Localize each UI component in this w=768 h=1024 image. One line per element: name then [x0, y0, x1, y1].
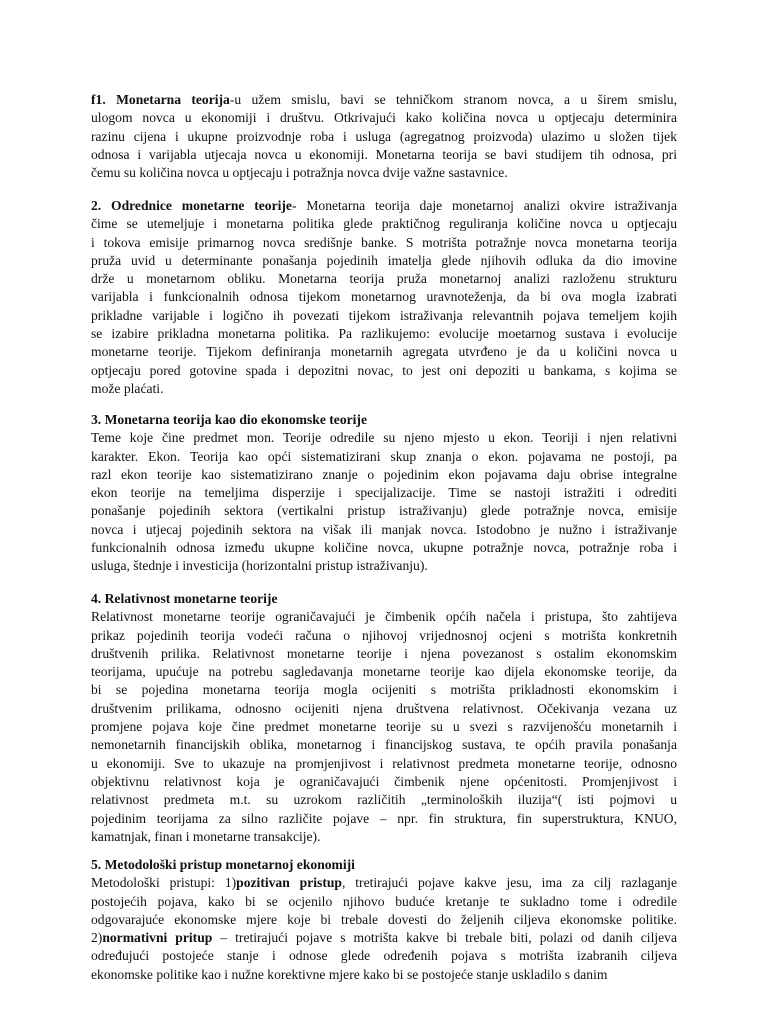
paragraph-line: [91, 380, 677, 398]
text-run: razinu cijena i ukupne proizvodnje roba i usluga (agregatnog proizvoda) ulazimo u složen tijek: [91, 128, 677, 144]
text-run: ekon teorije na temeljima disperzije i specijalizacije. Time se nastoji istražiti i odrediti: [91, 485, 677, 501]
text-run: kamatnjak, finan i monetarne transakcije).: [91, 828, 321, 844]
paragraph-line: [91, 929, 677, 947]
text-run: 2): [91, 930, 103, 946]
text-run: u ekonomiji. Sve to ukazuje na promjenjivost i relativnost predmeta monetarne teorije, odnosno: [91, 755, 677, 771]
paragraph-line: [91, 828, 677, 846]
text-run: čemu su količina novca u optjecaju i potražnja novca dvije važne sastavnice.: [91, 165, 508, 181]
text-run: , tretirajući pojave kakve jesu, ima za cilj razlaganje: [341, 875, 677, 891]
paragraph-line: [91, 164, 677, 182]
text-run: -u užem smislu, bavi se tehničkom stranom novca, a u širem smislu,: [229, 92, 677, 107]
text-run: bi se pojedina monetarna teorija mogla ocijeniti s motrišta prikladnosti ekonomskim i: [91, 682, 677, 698]
text-run: promjene pojava koje čine predmet monetarne teorije su u svezi s razvijenošću monetarnih i: [91, 719, 677, 735]
paragraph-line: [91, 893, 677, 911]
text-run: ponašanje pojedinih sektora (vertikalni pristup istraživanju) glede potražnje novca, emisije: [91, 503, 677, 519]
paragraph-line: [91, 947, 677, 965]
text-run: novca i utjecaj pojedinih sektora na višak ili manjak novca. Istodobno je nužno i istraživanje: [91, 521, 677, 537]
paragraph-line: [91, 109, 677, 127]
bold-text: 3. Monetarna teorija kao dio ekonomske teorije: [91, 412, 367, 427]
text-run: – tretirajući pojave s motrišta kakve bi trebale biti, polazi od danih ciljeva: [212, 930, 677, 946]
paragraph-line: [91, 270, 677, 288]
paragraph-line: [91, 343, 677, 361]
paragraph-line: [91, 645, 677, 663]
paragraph-line: [91, 755, 677, 773]
text-run: relativnost predmeta m.t. su uzrokom različitih „terminoloških iluzija“( isti pojmovi u: [91, 792, 677, 808]
paragraph-line: [91, 557, 677, 575]
paragraph-line: [91, 146, 677, 164]
text-run: karakter. Ekon. Teorija kao opći sistematizirani skup znanja o ekon. pojavama ne postoji, pa: [91, 448, 677, 464]
paragraph-line: [91, 234, 677, 252]
paragraph-line: [91, 288, 677, 306]
text-run: ekonomske politike kao i nužne korektivne mjere kako bi se postojeće stanje uskladilo s danim: [91, 966, 608, 982]
paragraph-line: [91, 773, 677, 791]
paragraph-line: [91, 128, 677, 146]
text-run: određujući postojeće stanje i odnose glede određenih pojava s motrišta izabranih ciljeva: [91, 948, 677, 964]
text-run: odnosa i varijabla utjecaja novca u ekonomiji. Monetarna teorija se bavi studijem tih odnosa, pri: [91, 146, 677, 162]
text-run: nemonetarnih financijskih oblika, monetarnog i financijskog sustava, te općih pravila ponašanja: [91, 737, 677, 753]
section-monetarna-teorija: [91, 91, 677, 182]
bold-text: 5. Metodološki pristup monetarnoj ekonomiji: [91, 857, 355, 872]
section-heading: [91, 590, 677, 608]
text-run: optjecaju pored gotovine spada i depozitni novac, to jest oni depoziti u bankama, s kojima se: [91, 362, 677, 378]
text-run: Metodološki pristupi: 1): [91, 875, 237, 891]
text-run: postojećih pojava, kako bi se ocjenilo njihovo buduće kretanje te sukladno tome i odredile: [91, 893, 677, 909]
text-run: varijabla i funkcionalnih odnosa tijekom monetarnog uravnoteženja, da bi ova mogla izabrati: [91, 289, 677, 305]
paragraph-line: [91, 810, 677, 828]
paragraph-line: [91, 429, 677, 447]
paragraph-line: [91, 362, 677, 380]
section-odrednice-monetarne-teorije: [91, 197, 677, 398]
paragraph-line: [91, 521, 677, 539]
paragraph-line: [91, 627, 677, 645]
section-monetarna-teorija-kao-dio-ekonomske-teorije: [91, 411, 677, 576]
paragraph-line: [91, 874, 677, 892]
paragraph-line: [91, 502, 677, 520]
paragraph-line: [91, 700, 677, 718]
paragraph-line: [91, 608, 677, 626]
text-run: pojedinim teorijama za silno različite pojave – npr. fin struktura, fin superstruktura, KNUO,: [91, 810, 677, 826]
section-relativnost-monetarne-teorije: [91, 590, 677, 846]
text-run: društvenim prilikama, odnosno ocijeniti njena društvena relativnost. Očekivanja vezana uz: [91, 700, 677, 716]
text-run: drže u monetarnom obliku. Monetarna teorija pruža monetarnoj analizi razloženu strukturu: [91, 271, 677, 287]
bold-text: pozitivan pristup: [236, 875, 342, 891]
paragraph-line: [91, 681, 677, 699]
bold-text: 4. Relativnost monetarne teorije: [91, 591, 278, 606]
paragraph-line: [91, 539, 677, 557]
text-run: društvenih prilika. Relativnost monetarne teorije i njena povezanost s ostalim ekonomskim: [91, 645, 677, 661]
paragraph-line: [91, 484, 677, 502]
text-run: monetarne teorije. Tijekom definiranja monetarnih agregata utvrđeno je da u količini novca u: [91, 344, 677, 360]
text-run: objektivnu relativnost koja je ograničavajući čimbenik njene općenitosti. Promjenjivost i: [91, 773, 677, 789]
text-run: Teme koje čine predmet mon. Teorije odredile su njeno mjesto u ekon. Teoriji i njen relativni: [91, 430, 677, 446]
paragraph-line: [91, 325, 677, 343]
text-run: čime se utemeljuje i monetarna politika glede praktičnog reguliranja količine novca u optjecaju: [91, 216, 677, 232]
text-run: Relativnost monetarne teorije ograničavajući je čimbenik općih načela i pristupa, što zahtijeva: [91, 609, 677, 625]
paragraph-line: [91, 252, 677, 270]
bold-text: 2. Odrednice monetarne teorije: [91, 198, 292, 213]
text-run: se izabire prikladna monetarna politika. Pa razlikujemo: evolucije moetarnog sustava i evolucije: [91, 326, 677, 342]
text-run: funkcionalnih odnosa između ukupne količine novca, ukupne potražnje novca, potražnje roba i: [91, 540, 677, 556]
section-heading: [91, 856, 677, 874]
text-run: - Monetarna teorija daje monetarnoj analizi okvire istraživanja: [291, 198, 677, 213]
text-run: razl ekon teorije kao sistematizirano znanje o pojedinim ekon pojavama daju obrise integralne: [91, 466, 677, 482]
section-metodoloski-pristup: [91, 856, 677, 984]
bold-text: f1. Monetarna teorija: [91, 92, 230, 107]
text-run: prikladne varijable i logično ih povezati tijekom istraživanja relevantnih pojava temeljem kojih: [91, 307, 677, 323]
paragraph-line: [91, 911, 677, 929]
paragraph-line: [91, 215, 677, 233]
paragraph-line: [91, 791, 677, 809]
text-run: prikaz pojedinih teorija vodeći računa o njihovoj vrijednosnoj ocjeni s motrišta konkretnih: [91, 627, 677, 643]
paragraph-line: [91, 966, 677, 984]
paragraph-line: [91, 197, 677, 215]
text-run: odgovarajuće ekonomske mjere koje bi trebale dovesti do željenih ciljeva ekonomske politike.: [91, 911, 677, 927]
text-run: može plaćati.: [91, 380, 164, 396]
paragraph-line: [91, 448, 677, 466]
paragraph-line: [91, 663, 677, 681]
paragraph-line: [91, 307, 677, 325]
text-run: ulogom novca u ekonomiji i društvu. Otkrivajući kako količina novca u optjecaju determinira: [91, 110, 677, 126]
text-run: teorijama, upućuje na potrebu sagledavanja monetarne teorije kao dijela ekonomske teorije, da: [91, 664, 677, 680]
paragraph-line: [91, 736, 677, 754]
paragraph-line: [91, 718, 677, 736]
paragraph-line: [91, 91, 677, 109]
bold-text: normativni pritup: [102, 930, 213, 946]
paragraph-line: [91, 466, 677, 484]
text-run: i tokova emisije primarnog novca središnje banke. S motrišta potražnje novca monetarna teorija: [91, 234, 677, 250]
text-run: usluga, štednje i investicija (horizontalni pristup istraživanju).: [91, 558, 428, 574]
text-run: pruža uvid u determinante ponašanja pojedinih imatelja glede njihovih odluka da dio imovine: [91, 252, 677, 268]
section-heading: [91, 411, 677, 429]
